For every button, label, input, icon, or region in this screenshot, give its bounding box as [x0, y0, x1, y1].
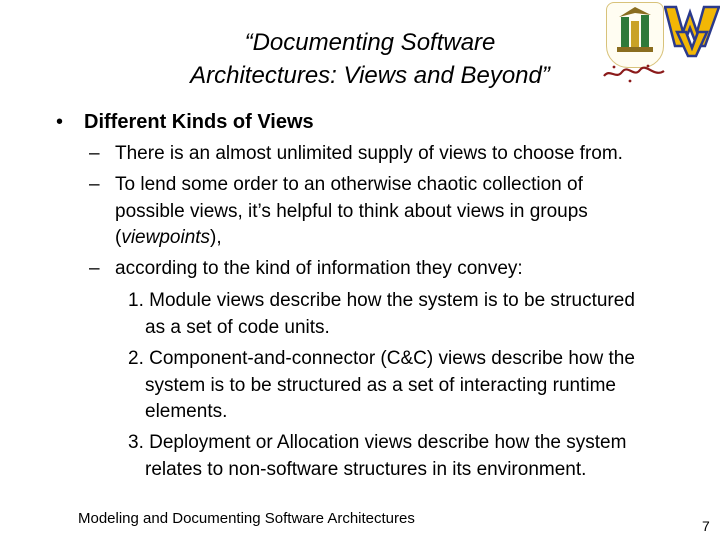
sub-item-1 [89, 141, 623, 168]
sub-item-3 [89, 256, 523, 283]
numbered-item-1 [128, 288, 635, 341]
numbered-item-3-line-1: 3. Deployment or Allocation views describe how the system [128, 432, 627, 453]
paren-close: ), [210, 227, 222, 248]
dash-symbol: – [89, 258, 100, 279]
cairo-university-arabic-wordmark [600, 62, 668, 84]
bullet-symbol: • [56, 111, 64, 133]
dash-symbol: – [89, 174, 100, 195]
paren-open: ( [115, 227, 122, 248]
numbered-item-2 [128, 346, 635, 426]
slide-title [120, 26, 620, 92]
viewpoints-emphasis: viewpoints [121, 227, 211, 248]
slide-title-line-1: “Documenting Software [244, 29, 496, 56]
numbered-item-3-line-2: relates to non-software structures in its environment. [145, 458, 587, 480]
sub-item-2-line-2: possible views, it’s helpful to think about views in groups [115, 200, 588, 222]
numbered-item-1-line-1: 1. Module views describe how the system is to be structured [128, 290, 635, 311]
numbered-item-1-line-2: as a set of code units. [145, 316, 330, 338]
sub-item-1-text: There is an almost unlimited supply of views to choose from. [115, 143, 623, 164]
main-bullet-text: Different Kinds of Views [84, 111, 314, 133]
footer-title: Modeling and Documenting Software Architectures [78, 510, 415, 527]
numbered-item-3 [128, 430, 626, 483]
cairo-university-logo [606, 2, 664, 68]
sub-item-2-line-1: To lend some order to an otherwise chaotic collection of [115, 174, 583, 195]
slide-title-line-2: Architectures: Views and Beyond” [190, 62, 550, 89]
wvu-logo [664, 4, 720, 58]
sub-item-2-line-3 [115, 225, 588, 252]
numbered-item-2-line-2: system is to be structured as a set of interacting runtime [145, 374, 616, 396]
numbered-item-2-line-3: elements. [145, 401, 228, 422]
numbered-item-2-line-1: 2. Component-and-connector (C&C) views describe how the [128, 348, 635, 369]
main-bullet [56, 108, 314, 136]
sub-item-3-text: according to the kind of information they convey: [115, 258, 523, 279]
dash-symbol: – [89, 143, 100, 164]
page-number: 7 [702, 518, 710, 534]
sub-item-2 [89, 172, 588, 252]
